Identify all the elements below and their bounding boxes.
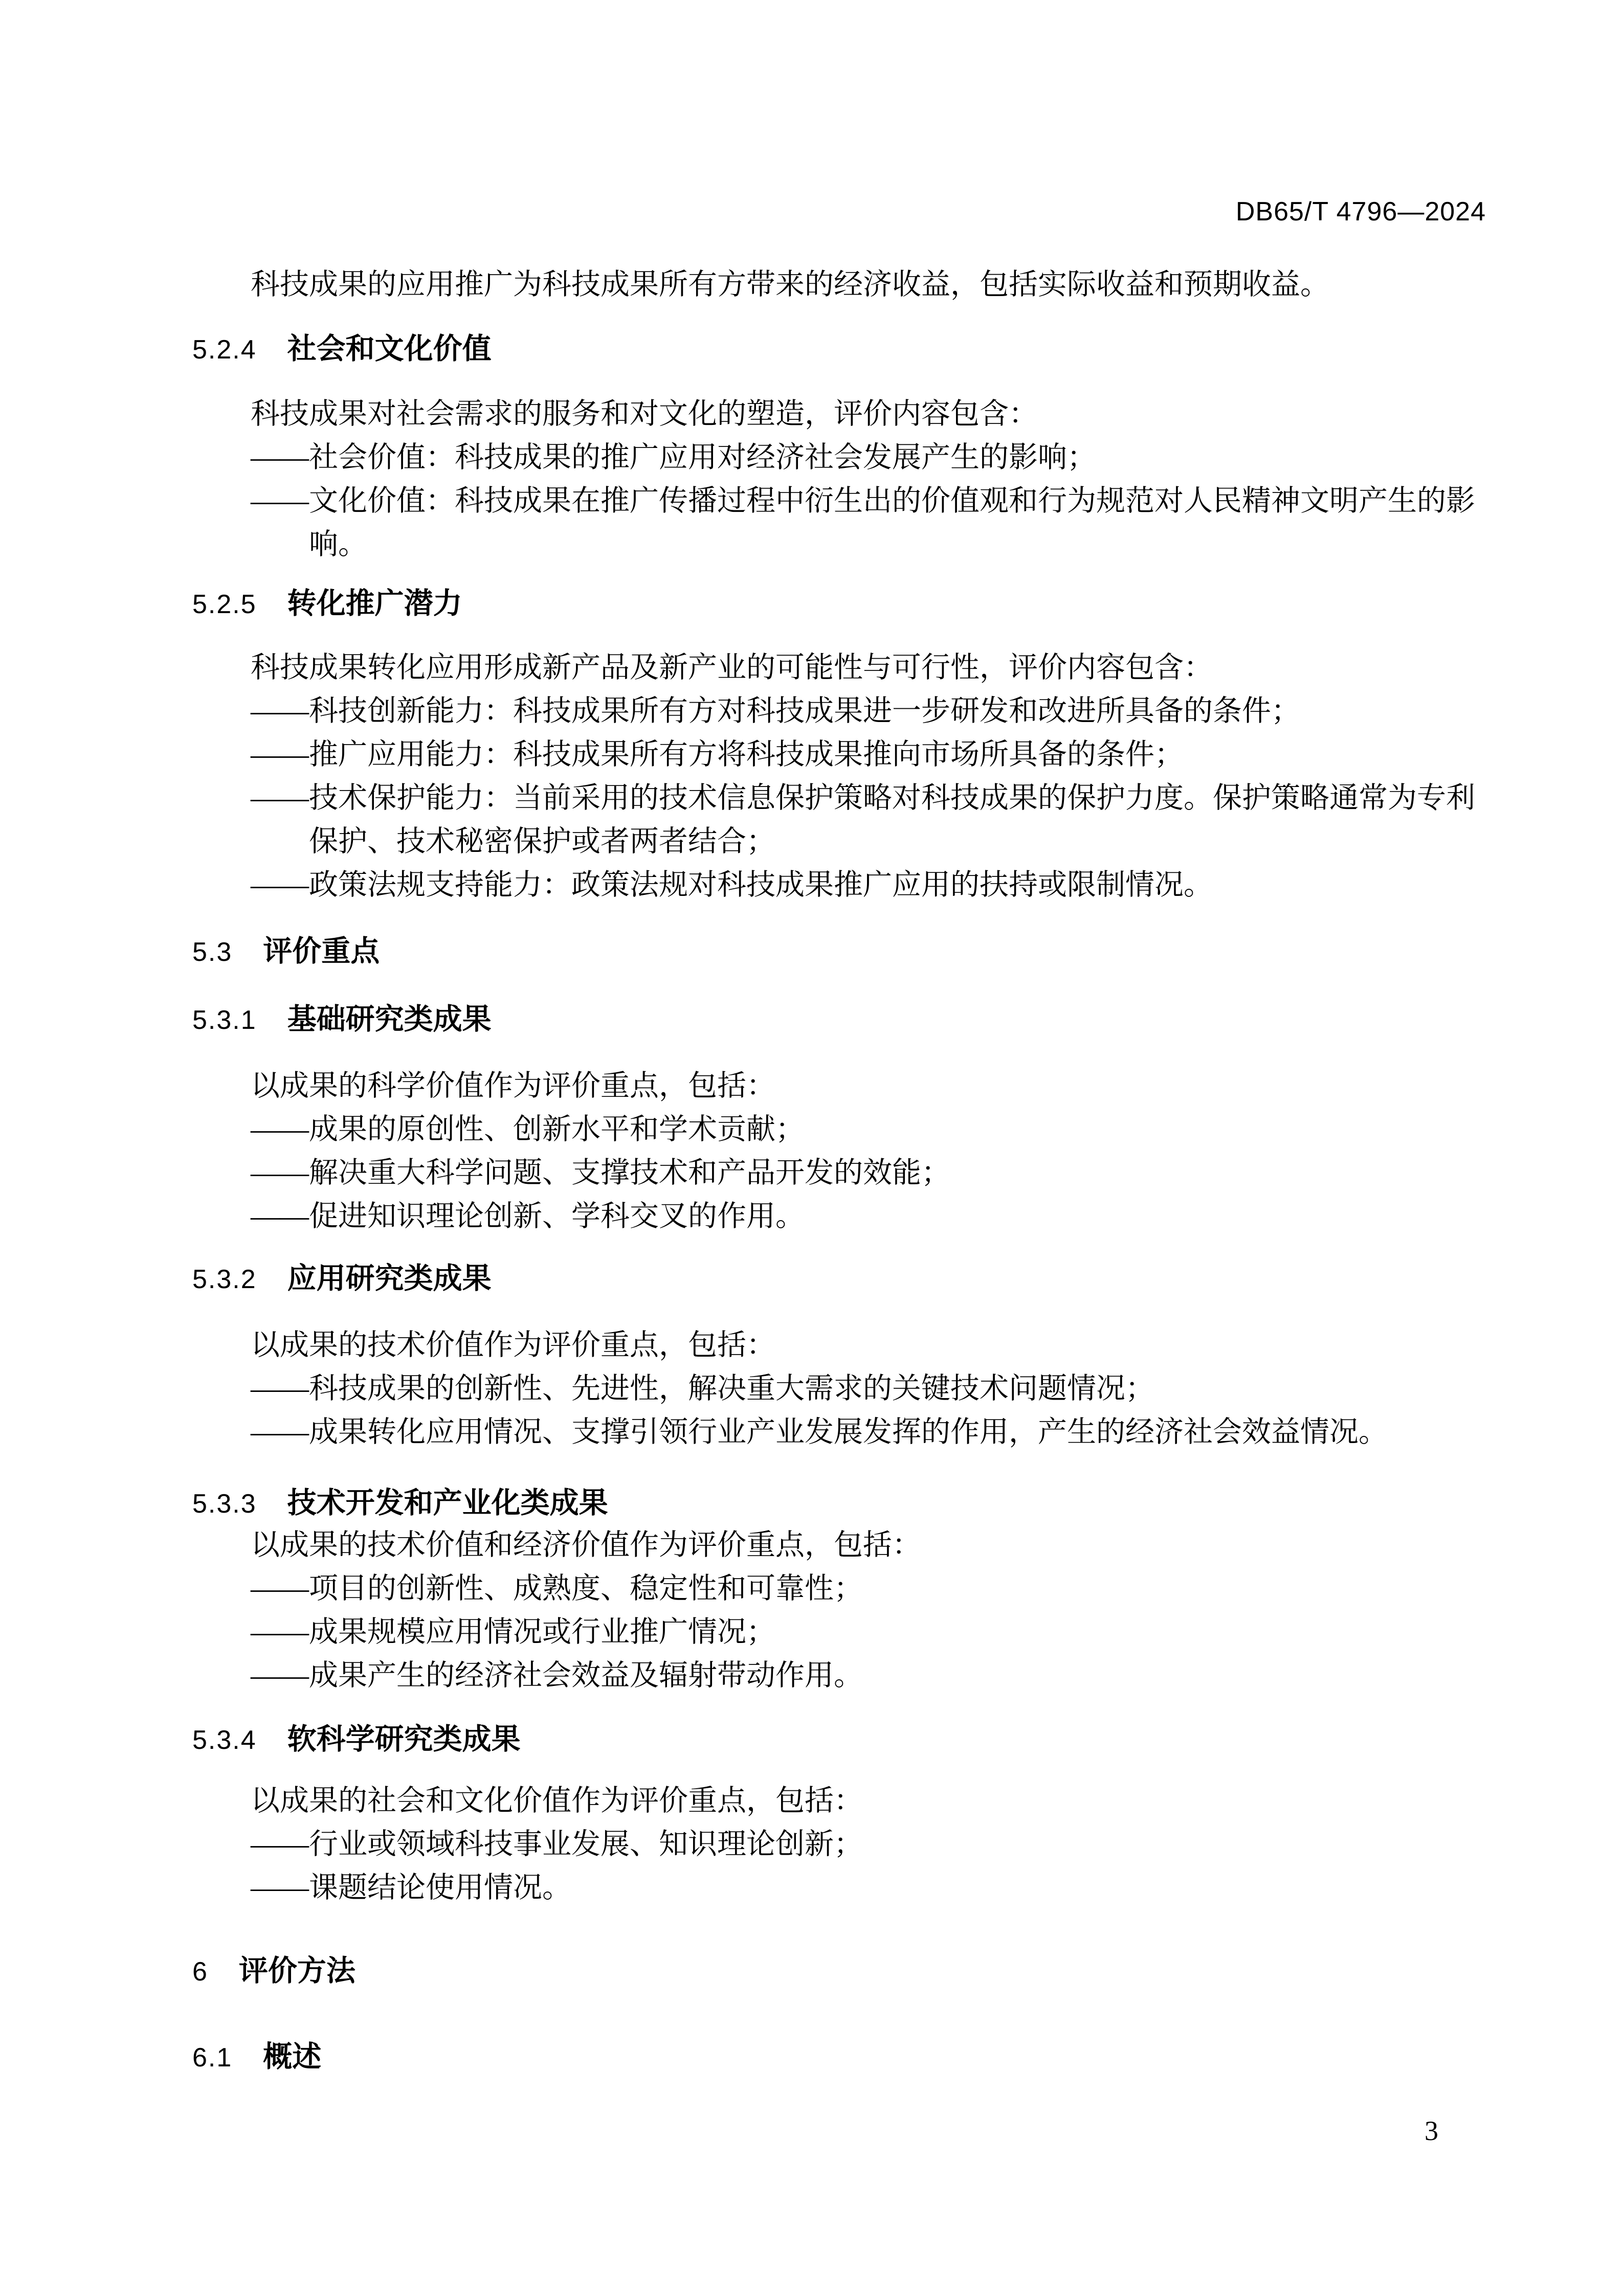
paragraph: 以成果的技术价值和经济价值作为评价重点，包括：: [251, 1529, 921, 1561]
clause-heading: [192, 1718, 1486, 1762]
list-item: ——成果转化应用情况、支撑引领行业产业发展发挥的作用，产生的经济社会效益情况。: [251, 1416, 1388, 1448]
paragraph: 科技成果的应用推广为科技成果所有方带来的经济收益，包括实际收益和预期收益。: [251, 268, 1329, 301]
clause-title: 转化推广潜力: [287, 587, 462, 620]
clause-title: 基础研究类成果: [287, 1003, 492, 1036]
clause-number: 5.3.4: [192, 1725, 257, 1755]
clause-heading: [192, 1949, 1486, 1994]
list-item: ——促进知识理论创新、学科交叉的作用。: [251, 1200, 805, 1232]
section-5-2-4: [192, 327, 1486, 566]
section-5-3-1: [192, 998, 1486, 1238]
list-item: ——科技成果的创新性、先进性，解决重大需求的关键技术问题情况；: [251, 1372, 1154, 1405]
list-item: ——项目的创新性、成熟度、稳定性和可靠性；: [251, 1572, 863, 1605]
clause-title: 评价重点: [263, 935, 380, 967]
clause-number: 5.3.2: [192, 1265, 257, 1294]
standard-number: DB65/T 4796—2024: [1235, 197, 1486, 227]
clause-title: 社会和文化价值: [287, 332, 492, 365]
clause-title: 概述: [263, 2040, 322, 2073]
clause-number: 5.3.3: [192, 1489, 257, 1519]
clause-heading: [192, 1257, 1486, 1301]
clause-number: 5.3: [192, 937, 233, 967]
list-item: ——解决重大科学问题、支撑技术和产品开发的效能；: [251, 1157, 950, 1189]
list-item: ——文化价值：科技成果在推广传播过程中衍生出的价值观和行为规范对人民精神文明产生的影: [251, 485, 1475, 517]
section-6: [192, 1949, 1486, 1994]
paragraph: 科技成果对社会需求的服务和对文化的塑造，评价内容包含：: [251, 398, 1038, 430]
section-6-1: [192, 2035, 1486, 2080]
list-item: ——行业或领域科技事业发展、知识理论创新；: [251, 1828, 863, 1860]
clause-heading: [192, 582, 1486, 626]
clause-number: 5.2.5: [192, 590, 257, 619]
section-5-3-4: [192, 1718, 1486, 1909]
clause-heading: [192, 1481, 1486, 1526]
list-item: ——课题结论使用情况。: [251, 1872, 571, 1904]
list-item-continuation: 保护、技术秘密保护或者两者结合；: [309, 825, 775, 858]
clause-title: 评价方法: [238, 1954, 355, 1987]
list-item: ——成果规模应用情况或行业推广情况；: [251, 1616, 775, 1648]
paragraph: 以成果的社会和文化价值作为评价重点，包括：: [251, 1785, 863, 1817]
list-item: ——成果的原创性、创新水平和学术贡献；: [251, 1113, 805, 1145]
clause-heading: [192, 930, 1486, 974]
section-5-3-2: [192, 1257, 1486, 1454]
list-item: ——社会价值：科技成果的推广应用对经济社会发展产生的影响；: [251, 441, 1096, 474]
list-item-continuation: 响。: [309, 528, 367, 560]
clause-heading: [192, 2035, 1486, 2080]
page-header: [192, 190, 1486, 234]
list-item: ——推广应用能力：科技成果所有方将科技成果推向市场所具备的条件；: [251, 738, 1184, 771]
list-item: ——政策法规支持能力：政策法规对科技成果推广应用的扶持或限制情况。: [251, 869, 1213, 901]
section-5-3: [192, 930, 1486, 974]
clause-title: 软科学研究类成果: [287, 1723, 521, 1755]
clause-number: 6: [192, 1957, 208, 1987]
list-item: ——科技创新能力：科技成果所有方对科技成果进一步研发和改进所具备的条件；: [251, 695, 1300, 727]
paragraph: 以成果的技术价值作为评价重点，包括：: [251, 1329, 775, 1361]
clause-number: 6.1: [192, 2043, 233, 2073]
paragraph: 科技成果转化应用形成新产品及新产业的可能性与可行性，评价内容包含：: [251, 651, 1213, 684]
clause-number: 5.3.1: [192, 1005, 257, 1035]
section-5-3-3: [192, 1481, 1486, 1697]
clause-title: 技术开发和产业化类成果: [287, 1487, 608, 1519]
paragraph: 以成果的科学价值作为评价重点，包括：: [251, 1070, 775, 1102]
clause-heading: [192, 998, 1486, 1042]
clause-number: 5.2.4: [192, 335, 257, 365]
page-number: 3: [1425, 2115, 1438, 2146]
clause-title: 应用研究类成果: [287, 1262, 492, 1295]
clause-heading: [192, 327, 1486, 372]
section-5-2-5: [192, 582, 1486, 907]
list-item: ——成果产生的经济社会效益及辐射带动作用。: [251, 1659, 863, 1692]
list-item: ——技术保护能力：当前采用的技术信息保护策略对科技成果的保护力度。保护策略通常为专利: [251, 782, 1475, 814]
